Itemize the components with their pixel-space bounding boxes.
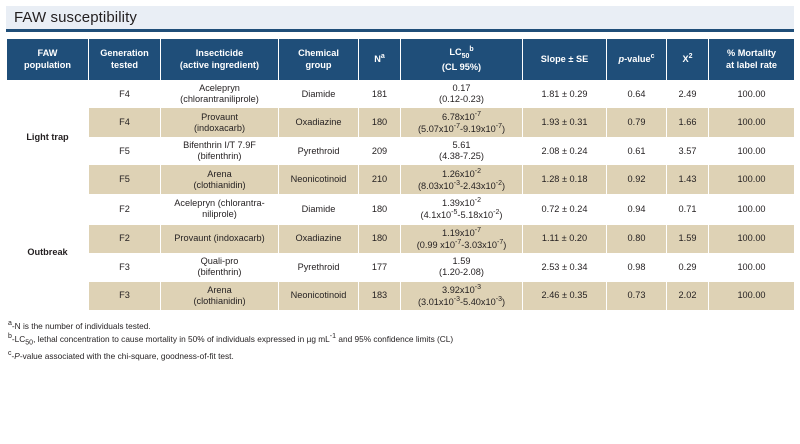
pvalue-cell: 0.98 bbox=[607, 254, 667, 281]
mortality-cell: 100.00 bbox=[709, 254, 795, 281]
slope-cell: 0.72 ± 0.24 bbox=[523, 195, 607, 225]
n-cell: 180 bbox=[359, 224, 401, 254]
generation-cell: F4 bbox=[89, 81, 161, 108]
col-header-insecticide-line2: (active ingredient) bbox=[179, 59, 260, 70]
lc50-cell bbox=[401, 224, 523, 254]
chemical-group-cell: Oxadiazine bbox=[279, 224, 359, 254]
chemical-group-cell: Neonicotinoid bbox=[279, 281, 359, 311]
insecticide-line1: Acelepryn (chlorantra- bbox=[174, 198, 265, 209]
slope-cell: 2.53 ± 0.34 bbox=[523, 254, 607, 281]
table-row bbox=[7, 254, 795, 281]
lc50-value: $3.92x10^{-3}$ bbox=[442, 283, 481, 295]
chisquare-cell: 1.66 bbox=[667, 108, 709, 138]
chisquare-cell: 1.43 bbox=[667, 165, 709, 195]
table-row bbox=[7, 165, 795, 195]
table-body bbox=[7, 81, 795, 311]
table-row bbox=[7, 108, 795, 138]
chisquare-cell: 0.71 bbox=[667, 195, 709, 225]
lc50-ci: $(3.01x10^{-3}-5.40x10^{-3})$ bbox=[417, 295, 506, 307]
pvalue-cell: 0.64 bbox=[607, 81, 667, 108]
insecticide-line2: niliprole) bbox=[202, 209, 237, 220]
col-header-n-main: N bbox=[374, 54, 381, 65]
generation-cell: F3 bbox=[89, 281, 161, 311]
mortality-cell: 100.00 bbox=[709, 81, 795, 108]
pvalue-cell: 0.92 bbox=[607, 165, 667, 195]
insecticide-line2: (bifenthrin) bbox=[197, 267, 242, 278]
insecticide-cell bbox=[161, 108, 279, 138]
chemical-group-cell: Pyrethroid bbox=[279, 254, 359, 281]
slope-cell: 1.11 ± 0.20 bbox=[523, 224, 607, 254]
footnote-a: $^a$-N is the number of individuals tested. bbox=[8, 320, 151, 331]
population-cell-light-trap: Light trap bbox=[7, 81, 89, 195]
col-header-chisquare-superscript: 2 bbox=[688, 53, 693, 61]
chisquare-cell: 3.57 bbox=[667, 138, 709, 165]
col-header-lc50-superscript: b bbox=[469, 46, 474, 54]
col-header-slope-label: Slope ± SE bbox=[540, 53, 589, 64]
table-figure bbox=[0, 6, 800, 444]
col-header-generation-line1: Generation bbox=[100, 48, 149, 59]
pvalue-cell: 0.80 bbox=[607, 224, 667, 254]
lc50-cell bbox=[401, 254, 523, 281]
n-cell: 183 bbox=[359, 281, 401, 311]
footnote-b: $^b-LC_{50}$, lethal concentration to cause mortality in 50% of individuals expressed in µg $mL^{-1}$ and 95% confidence limits (CL) bbox=[8, 333, 454, 347]
generation-cell: F3 bbox=[89, 254, 161, 281]
table-footnotes bbox=[8, 319, 792, 362]
lc50-value: $6.78x10^{-7}$ bbox=[442, 110, 481, 122]
insecticide-line2: (chlorantraniliprole) bbox=[180, 94, 259, 105]
lc50-ci: (1.20-2.08) bbox=[439, 267, 484, 278]
col-header-n bbox=[359, 39, 401, 81]
figure-title-bar bbox=[6, 6, 794, 32]
faw-susceptibility-table bbox=[6, 38, 795, 311]
chemical-group-cell: Diamide bbox=[279, 195, 359, 225]
col-header-generation bbox=[89, 39, 161, 81]
insecticide-line2: (clothianidin) bbox=[193, 179, 246, 190]
lc50-cell bbox=[401, 195, 523, 225]
generation-cell: F5 bbox=[89, 138, 161, 165]
lc50-ci: $(5.07x10^{-7}-9.19x10^{-7})$ bbox=[417, 122, 506, 134]
n-cell: 177 bbox=[359, 254, 401, 281]
col-header-lc50-cl: (CL 95%) bbox=[441, 61, 482, 72]
col-header-insecticide bbox=[161, 39, 279, 81]
slope-cell: 2.46 ± 0.35 bbox=[523, 281, 607, 311]
col-header-insecticide-line1: Insecticide bbox=[195, 48, 244, 59]
generation-cell: F4 bbox=[89, 108, 161, 138]
insecticide-cell bbox=[161, 224, 279, 254]
pvalue-cell: 0.61 bbox=[607, 138, 667, 165]
insecticide-line1: Arena bbox=[207, 168, 232, 179]
lc50-value: 5.61 bbox=[452, 140, 471, 150]
chisquare-cell: 2.49 bbox=[667, 81, 709, 108]
lc50-value: 0.17 bbox=[452, 83, 471, 93]
lc50-value: $1.39x10^{-2}$ bbox=[442, 197, 481, 209]
slope-cell: 2.08 ± 0.24 bbox=[523, 138, 607, 165]
lc50-ci: $(4.1x10^{-5}-5.18x10^{-2})$ bbox=[420, 209, 503, 221]
generation-cell: F2 bbox=[89, 195, 161, 225]
col-header-pvalue-rest: -value bbox=[624, 54, 651, 65]
col-header-pvalue-italic: p bbox=[618, 54, 625, 65]
col-header-chisquare bbox=[667, 39, 709, 81]
slope-cell: 1.28 ± 0.18 bbox=[523, 165, 607, 195]
insecticide-line2: (bifenthrin) bbox=[197, 151, 242, 162]
insecticide-line1: Acelepryn bbox=[199, 83, 240, 93]
insecticide-cell bbox=[161, 138, 279, 165]
lc50-cell bbox=[401, 108, 523, 138]
generation-cell: F5 bbox=[89, 165, 161, 195]
mortality-cell: 100.00 bbox=[709, 224, 795, 254]
chemical-group-cell: Neonicotinoid bbox=[279, 165, 359, 195]
col-header-population-line2: population bbox=[24, 59, 71, 70]
table-row bbox=[7, 81, 795, 108]
lc50-ci: (0.12-0.23) bbox=[439, 94, 484, 105]
chisquare-cell: 2.02 bbox=[667, 281, 709, 311]
lc50-value: $1.19x10^{-7}$ bbox=[442, 226, 481, 238]
insecticide-cell bbox=[161, 254, 279, 281]
slope-cell: 1.81 ± 0.29 bbox=[523, 81, 607, 108]
mortality-cell: 100.00 bbox=[709, 108, 795, 138]
insecticide-cell bbox=[161, 281, 279, 311]
generation-cell: F2 bbox=[89, 224, 161, 254]
table-row bbox=[7, 281, 795, 311]
col-header-mortality bbox=[709, 39, 795, 81]
pvalue-cell: 0.94 bbox=[607, 195, 667, 225]
lc50-value: $1.26x10^{-2}$ bbox=[442, 167, 481, 179]
page-title: FAW susceptibility bbox=[14, 9, 137, 26]
insecticide-line1: Provaunt bbox=[201, 111, 238, 122]
col-header-pvalue bbox=[607, 39, 667, 81]
lc50-value: 1.59 bbox=[452, 256, 471, 267]
table-row bbox=[7, 138, 795, 165]
n-cell: 210 bbox=[359, 165, 401, 195]
lc50-cell bbox=[401, 138, 523, 165]
chemical-group-cell: Oxadiazine bbox=[279, 108, 359, 138]
lc50-cell bbox=[401, 81, 523, 108]
col-header-chemical-group bbox=[279, 39, 359, 81]
mortality-cell: 100.00 bbox=[709, 281, 795, 311]
col-header-lc50 bbox=[401, 39, 523, 81]
col-header-pvalue-superscript: c bbox=[650, 53, 655, 61]
col-header-lc50-subscript: 50 bbox=[461, 53, 470, 61]
table-row bbox=[7, 195, 795, 225]
col-header-slope bbox=[523, 39, 607, 81]
lc50-ci: $(8.03x10^{-3}-2.43x10^{-2})$ bbox=[417, 179, 506, 191]
mortality-cell: 100.00 bbox=[709, 138, 795, 165]
n-cell: 209 bbox=[359, 138, 401, 165]
lc50-ci: (0.99 $x10^{-7}-3.03x10^{-7}$) bbox=[416, 238, 507, 250]
col-header-n-superscript: a bbox=[380, 53, 385, 61]
n-cell: 180 bbox=[359, 108, 401, 138]
col-header-chemical-group-line2: group bbox=[305, 59, 332, 70]
insecticide-line2: (indoxacarb) bbox=[193, 122, 246, 133]
table-row bbox=[7, 224, 795, 254]
col-header-mortality-line1: % Mortality bbox=[726, 48, 776, 59]
lc50-cell bbox=[401, 281, 523, 311]
slope-cell: 1.93 ± 0.31 bbox=[523, 108, 607, 138]
insecticide-line2: (clothianidin) bbox=[193, 295, 246, 306]
col-header-population-line1: FAW bbox=[37, 48, 58, 59]
insecticide-line1: Provaunt (indoxacarb) bbox=[174, 233, 265, 244]
mortality-cell: 100.00 bbox=[709, 165, 795, 195]
col-header-chemical-group-line1: Chemical bbox=[298, 48, 339, 59]
insecticide-line1: Arena bbox=[207, 284, 232, 295]
lc50-cell bbox=[401, 165, 523, 195]
chemical-group-cell: Diamide bbox=[279, 81, 359, 108]
insecticide-cell bbox=[161, 81, 279, 108]
footnote-c: $^c$-P-value associated with the chi-square, goodness-of-fit test. bbox=[8, 350, 234, 362]
chemical-group-cell: Pyrethroid bbox=[279, 138, 359, 165]
table-header bbox=[7, 39, 795, 81]
n-cell: 180 bbox=[359, 195, 401, 225]
n-cell: 181 bbox=[359, 81, 401, 108]
insecticide-cell bbox=[161, 165, 279, 195]
insecticide-line1: Quali-pro bbox=[200, 256, 239, 267]
chisquare-cell: 0.29 bbox=[667, 254, 709, 281]
col-header-population bbox=[7, 39, 89, 81]
pvalue-cell: 0.73 bbox=[607, 281, 667, 311]
population-cell-outbreak: Outbreak bbox=[7, 195, 89, 311]
col-header-generation-line2: tested bbox=[110, 59, 139, 70]
mortality-cell: 100.00 bbox=[709, 195, 795, 225]
insecticide-cell bbox=[161, 195, 279, 225]
chisquare-cell: 1.59 bbox=[667, 224, 709, 254]
pvalue-cell: 0.79 bbox=[607, 108, 667, 138]
table-header-row bbox=[7, 39, 795, 81]
col-header-chisquare-main: X bbox=[682, 54, 689, 65]
insecticide-line1: Bifenthrin I/T 7.9F bbox=[183, 140, 256, 150]
col-header-mortality-line2: at label rate bbox=[725, 59, 778, 70]
lc50-ci: (4.38-7.25) bbox=[439, 151, 484, 162]
col-header-lc50-main: LC bbox=[449, 47, 462, 58]
